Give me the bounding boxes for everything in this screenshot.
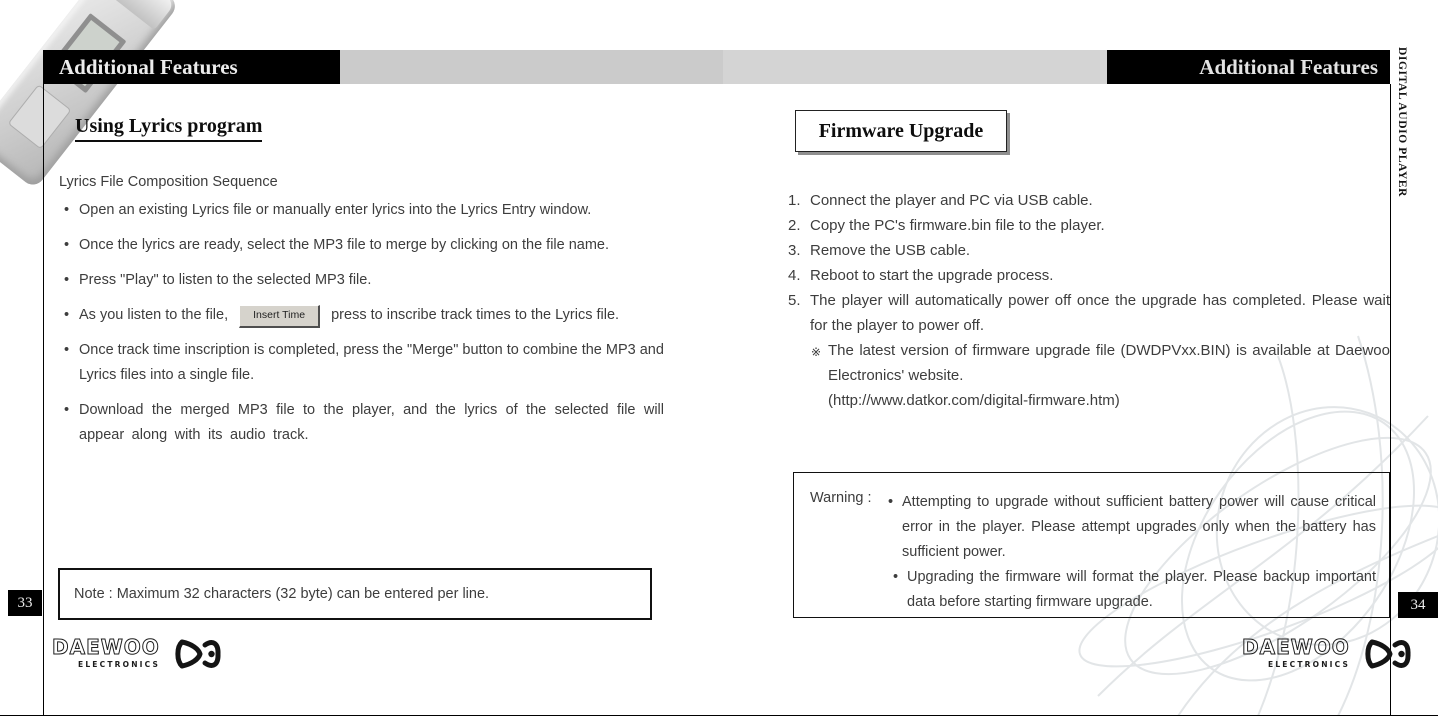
step-number: 3. <box>788 242 801 259</box>
list-item <box>64 198 664 223</box>
list-item <box>64 338 664 388</box>
warning-item <box>888 490 1376 565</box>
list-item <box>64 398 664 448</box>
reference-mark-icon: ※ <box>811 345 822 359</box>
right-page-header-bar <box>1107 50 1390 84</box>
bullet-icon: • <box>64 272 70 288</box>
section-title-firmware-upgrade <box>795 110 1007 152</box>
daewoo-logo <box>1242 636 1411 672</box>
footnote-text: The latest version of firmware upgrade file (DWDPVxx.BIN) is available at Daewoo Electronics' website. <box>828 342 1390 384</box>
step-number: 2. <box>788 217 801 234</box>
list-item <box>64 268 664 293</box>
daewoo-symbol-icon <box>173 637 221 671</box>
list-item <box>64 233 664 258</box>
step-item <box>788 213 1390 238</box>
daewoo-logo <box>52 636 221 672</box>
warning-text: Attempting to upgrade without sufficient battery power will cause critical error in the player. Please attempt upgrades only when the battery has sufficient power. <box>902 494 1376 560</box>
step-number: 1. <box>788 192 801 209</box>
firmware-steps-list <box>788 188 1390 413</box>
bullet-text-post: press to inscribe track times to the Lyrics file. <box>331 307 620 323</box>
daewoo-wordmark <box>1242 636 1354 672</box>
lyrics-sequence-intro: Lyrics File Composition Sequence <box>59 174 278 190</box>
step-item <box>788 263 1390 288</box>
left-page-border-line <box>43 84 44 716</box>
bullet-icon: • <box>64 237 70 253</box>
header-gray-strip-right <box>723 50 1107 84</box>
warning-text: Upgrading the firmware will format the player. Please backup important data before starting firmware upgrade. <box>907 569 1376 610</box>
daewoo-wordmark <box>52 636 164 672</box>
section-title-using-lyrics: Using Lyrics program <box>75 115 262 142</box>
insert-time-button-illustration: Insert Time <box>239 305 320 328</box>
step-item <box>788 188 1390 213</box>
step-text: Copy the PC's firmware.bin file to the player. <box>810 217 1105 234</box>
bullet-text: Download the merged MP3 file to the player, and the lyrics of the selected file will appear along with its audio track. <box>79 402 664 443</box>
daewoo-wordmark-text: DAEWOO <box>52 636 160 659</box>
list-item <box>64 303 664 328</box>
bullet-text: Once the lyrics are ready, select the MP3 file to merge by clicking on the file name. <box>79 237 610 253</box>
page-number-left: 33 <box>8 590 42 616</box>
note-box <box>58 568 652 620</box>
left-page-header-title: Additional Features <box>59 54 238 79</box>
bullet-text-pre: As you listen to the file, <box>79 307 229 323</box>
daewoo-sub-text: ELECTRONICS <box>1268 660 1351 669</box>
left-page-header-bar <box>43 50 340 84</box>
bullet-text: Once track time inscription is completed, press the "Merge" button to combine the MP3 and Lyrics files into a single file. <box>79 342 664 383</box>
bullet-icon: • <box>64 402 70 418</box>
daewoo-wordmark-text: DAEWOO <box>1242 636 1350 659</box>
step-number: 4. <box>788 267 801 284</box>
side-margin-label: DIGITAL AUDIO PLAYER <box>1396 47 1408 198</box>
bullet-icon: • <box>893 569 899 585</box>
footnote-url: (http://www.datkor.com/digital-firmware.htm) <box>828 392 1120 409</box>
bullet-icon: • <box>888 494 894 510</box>
footnote-body <box>828 338 1390 413</box>
step-number: 5. <box>788 292 801 309</box>
bullet-text: Open an existing Lyrics file or manually enter lyrics into the Lyrics Entry window. <box>79 202 592 218</box>
warning-box <box>793 472 1390 618</box>
bullet-text: Press "Play" to listen to the selected MP3 file. <box>79 272 372 288</box>
step-item <box>788 238 1390 263</box>
right-page-header-title: Additional Features <box>1199 54 1378 79</box>
bullet-text <box>79 303 664 328</box>
step-text: Reboot to start the upgrade process. <box>810 267 1054 284</box>
note-text: Note : Maximum 32 characters (32 byte) can be entered per line. <box>74 586 490 602</box>
step-item <box>788 288 1390 338</box>
bullet-icon: • <box>64 342 70 358</box>
warning-items <box>888 490 1376 617</box>
warning-label: Warning : <box>810 490 872 506</box>
daewoo-symbol-icon <box>1363 637 1411 671</box>
warning-item <box>888 565 1376 615</box>
bullet-icon: • <box>64 202 70 218</box>
firmware-footnote <box>788 338 1390 413</box>
right-page-border-line <box>1390 84 1391 716</box>
daewoo-sub-text: ELECTRONICS <box>78 660 161 669</box>
step-text: The player will automatically power off once the upgrade has completed. Please wait for the player to power off. <box>810 292 1390 334</box>
bullet-icon: • <box>64 307 70 323</box>
firmware-upgrade-title-text: Firmware Upgrade <box>818 119 984 142</box>
page-number-right: 34 <box>1398 592 1438 618</box>
lyrics-bullet-list <box>64 198 664 458</box>
step-text: Remove the USB cable. <box>810 242 971 259</box>
header-gray-strip-left <box>340 50 723 84</box>
step-text: Connect the player and PC via USB cable. <box>810 192 1093 209</box>
